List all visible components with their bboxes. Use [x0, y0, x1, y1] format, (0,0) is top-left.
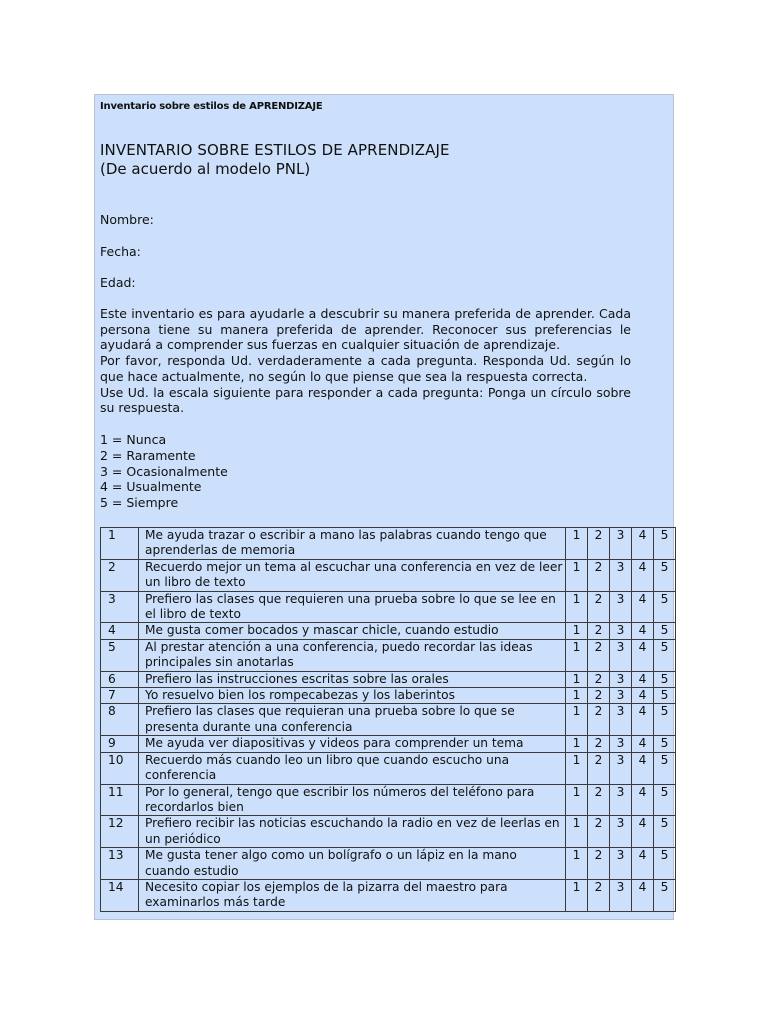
answer-option[interactable]: 4: [632, 784, 654, 816]
answer-option[interactable]: 1: [566, 879, 588, 911]
answer-option[interactable]: 1: [566, 528, 588, 560]
answer-option[interactable]: 2: [588, 848, 610, 880]
answer-option[interactable]: 5: [654, 784, 676, 816]
answer-option[interactable]: 3: [610, 879, 632, 911]
answer-option[interactable]: 5: [654, 816, 676, 848]
question-number: 11: [101, 784, 139, 816]
table-row: [101, 559, 676, 591]
answer-option[interactable]: 2: [588, 784, 610, 816]
document-subtitle: (De acuerdo al modelo PNL): [100, 160, 311, 178]
answer-option[interactable]: 2: [588, 752, 610, 784]
answer-option[interactable]: 3: [610, 784, 632, 816]
question-text: Necesito copiar los ejemplos de la pizarra del maestro para examinarlos más tarde: [139, 879, 566, 911]
question-text: Por lo general, tengo que escribir los números del teléfono para recordarlos bien: [139, 784, 566, 816]
question-text: Me gusta comer bocados y mascar chicle, cuando estudio: [139, 623, 566, 639]
question-text: Me ayuda trazar o escribir a mano las palabras cuando tengo que aprenderlas de memoria: [139, 528, 566, 560]
answer-option[interactable]: 1: [566, 816, 588, 848]
answer-option[interactable]: 2: [588, 559, 610, 591]
question-text: Al prestar atención a una conferencia, puedo recordar las ideas principales sin anotarlas: [139, 639, 566, 671]
answer-option[interactable]: 5: [654, 879, 676, 911]
answer-option[interactable]: 2: [588, 688, 610, 704]
question-number: 14: [101, 879, 139, 911]
answer-option[interactable]: 5: [654, 736, 676, 752]
question-text: Me ayuda ver diapositivas y videos para comprender un tema: [139, 736, 566, 752]
table-row: [101, 752, 676, 784]
answer-option[interactable]: 1: [566, 559, 588, 591]
table-row: [101, 671, 676, 687]
document-panel: [94, 94, 674, 920]
answer-option[interactable]: 3: [610, 688, 632, 704]
name-field-label: Nombre:: [100, 212, 154, 227]
answer-option[interactable]: 3: [610, 639, 632, 671]
answer-option[interactable]: 5: [654, 688, 676, 704]
answer-option[interactable]: 3: [610, 623, 632, 639]
scale-item: 3 = Ocasionalmente: [100, 463, 228, 479]
answer-option[interactable]: 4: [632, 704, 654, 736]
question-number: 7: [101, 688, 139, 704]
answer-option[interactable]: 4: [632, 671, 654, 687]
answer-option[interactable]: 1: [566, 623, 588, 639]
question-number: 6: [101, 671, 139, 687]
answer-option[interactable]: 1: [566, 671, 588, 687]
scale-item: 1 = Nunca: [100, 432, 167, 447]
answer-option[interactable]: 5: [654, 639, 676, 671]
answer-option[interactable]: 4: [632, 528, 654, 560]
question-text: Me gusta tener algo como un bolígrafo o un lápiz en la mano cuando estudio: [139, 848, 566, 880]
answer-option[interactable]: 2: [588, 671, 610, 687]
age-field-label: Edad:: [100, 275, 136, 290]
answer-option[interactable]: 4: [632, 816, 654, 848]
answer-option[interactable]: 1: [566, 591, 588, 623]
scale-item: 4 = Usualmente: [100, 479, 202, 495]
answer-option[interactable]: 1: [566, 688, 588, 704]
question-text: Prefiero las instrucciones escritas sobre las orales: [139, 671, 566, 687]
answer-option[interactable]: 5: [654, 623, 676, 639]
answer-option[interactable]: 4: [632, 591, 654, 623]
answer-option[interactable]: 4: [632, 688, 654, 704]
answer-option[interactable]: 2: [588, 623, 610, 639]
question-number: 5: [101, 639, 139, 671]
answer-option[interactable]: 5: [654, 528, 676, 560]
answer-option[interactable]: 2: [588, 528, 610, 560]
answer-option[interactable]: 4: [632, 848, 654, 880]
answer-option[interactable]: 5: [654, 671, 676, 687]
table-row: [101, 736, 676, 752]
answer-option[interactable]: 5: [654, 704, 676, 736]
answer-option[interactable]: 2: [588, 736, 610, 752]
answer-option[interactable]: 3: [610, 671, 632, 687]
answer-option[interactable]: 1: [566, 736, 588, 752]
scale-item: 2 = Raramente: [100, 447, 196, 463]
table-row: [101, 623, 676, 639]
question-text: Recuerdo más cuando leo un libro que cuando escucho una conferencia: [139, 752, 566, 784]
table-row: [101, 879, 676, 911]
question-number: 1: [101, 528, 139, 560]
question-number: 4: [101, 623, 139, 639]
header-strip: Inventario sobre estilos de APRENDIZAJE: [100, 101, 323, 112]
answer-option[interactable]: 3: [610, 704, 632, 736]
table-row: [101, 528, 676, 560]
question-text: Recuerdo mejor un tema al escuchar una conferencia en vez de leer un libro de texto: [139, 559, 566, 591]
date-field-label: Fecha:: [100, 244, 141, 259]
question-number: 12: [101, 816, 139, 848]
intro-paragraph: Por favor, responda Ud. verdaderamente a cada pregunta. Responda Ud. según lo que hace actualmente, no según lo que piense que sea la respuesta correcta.: [100, 353, 631, 384]
answer-option[interactable]: 4: [632, 736, 654, 752]
intro-paragraph: Este inventario es para ayudarle a descubrir su manera preferida de aprender. Cada persona tiene su manera preferida de aprender. Reconocer sus preferencias le ayudará a comprender sus fuerzas en cualquier situación de aprendizaje.: [100, 306, 631, 353]
question-number: 10: [101, 752, 139, 784]
rating-scale: [100, 432, 228, 511]
answer-option[interactable]: 1: [566, 639, 588, 671]
document-title: INVENTARIO SOBRE ESTILOS DE APRENDIZAJE: [100, 141, 450, 159]
scale-item: 5 = Siempre: [100, 495, 179, 511]
answer-option[interactable]: 1: [566, 848, 588, 880]
answer-option[interactable]: 3: [610, 528, 632, 560]
answer-option[interactable]: 5: [654, 752, 676, 784]
answer-option[interactable]: 1: [566, 784, 588, 816]
answer-option[interactable]: 4: [632, 639, 654, 671]
answer-option[interactable]: 3: [610, 559, 632, 591]
answer-option[interactable]: 2: [588, 816, 610, 848]
question-text: Prefiero recibir las noticias escuchando la radio en vez de leerlas en un periódico: [139, 816, 566, 848]
answer-option[interactable]: 3: [610, 752, 632, 784]
table-row: [101, 848, 676, 880]
question-text: Prefiero las clases que requieran una prueba sobre lo que se presenta durante una conferencia: [139, 704, 566, 736]
table-row: [101, 704, 676, 736]
answer-option[interactable]: 4: [632, 752, 654, 784]
question-number: 2: [101, 559, 139, 591]
answer-option[interactable]: 2: [588, 704, 610, 736]
answer-option[interactable]: 5: [654, 848, 676, 880]
answer-option[interactable]: 5: [654, 591, 676, 623]
table-row: [101, 688, 676, 704]
answer-option[interactable]: 5: [654, 559, 676, 591]
answer-option[interactable]: 4: [632, 879, 654, 911]
answer-option[interactable]: 4: [632, 623, 654, 639]
answer-option[interactable]: 3: [610, 816, 632, 848]
answer-option[interactable]: 2: [588, 591, 610, 623]
questions-table: [100, 527, 676, 912]
question-number: 3: [101, 591, 139, 623]
table-row: [101, 591, 676, 623]
answer-option[interactable]: 2: [588, 879, 610, 911]
intro-text: [100, 306, 631, 416]
answer-option[interactable]: 3: [610, 736, 632, 752]
question-number: 8: [101, 704, 139, 736]
answer-option[interactable]: 1: [566, 752, 588, 784]
table-row: [101, 639, 676, 671]
question-text: Prefiero las clases que requieren una prueba sobre lo que se lee en el libro de texto: [139, 591, 566, 623]
question-text: Yo resuelvo bien los rompecabezas y los laberintos: [139, 688, 566, 704]
question-number: 9: [101, 736, 139, 752]
answer-option[interactable]: 1: [566, 704, 588, 736]
intro-paragraph: Use Ud. la escala siguiente para responder a cada pregunta: Ponga un círculo sobre su respuesta.: [100, 384, 631, 416]
answer-option[interactable]: 2: [588, 639, 610, 671]
answer-option[interactable]: 3: [610, 848, 632, 880]
table-row: [101, 816, 676, 848]
answer-option[interactable]: 4: [632, 559, 654, 591]
table-row: [101, 784, 676, 816]
question-number: 13: [101, 848, 139, 880]
answer-option[interactable]: 3: [610, 591, 632, 623]
